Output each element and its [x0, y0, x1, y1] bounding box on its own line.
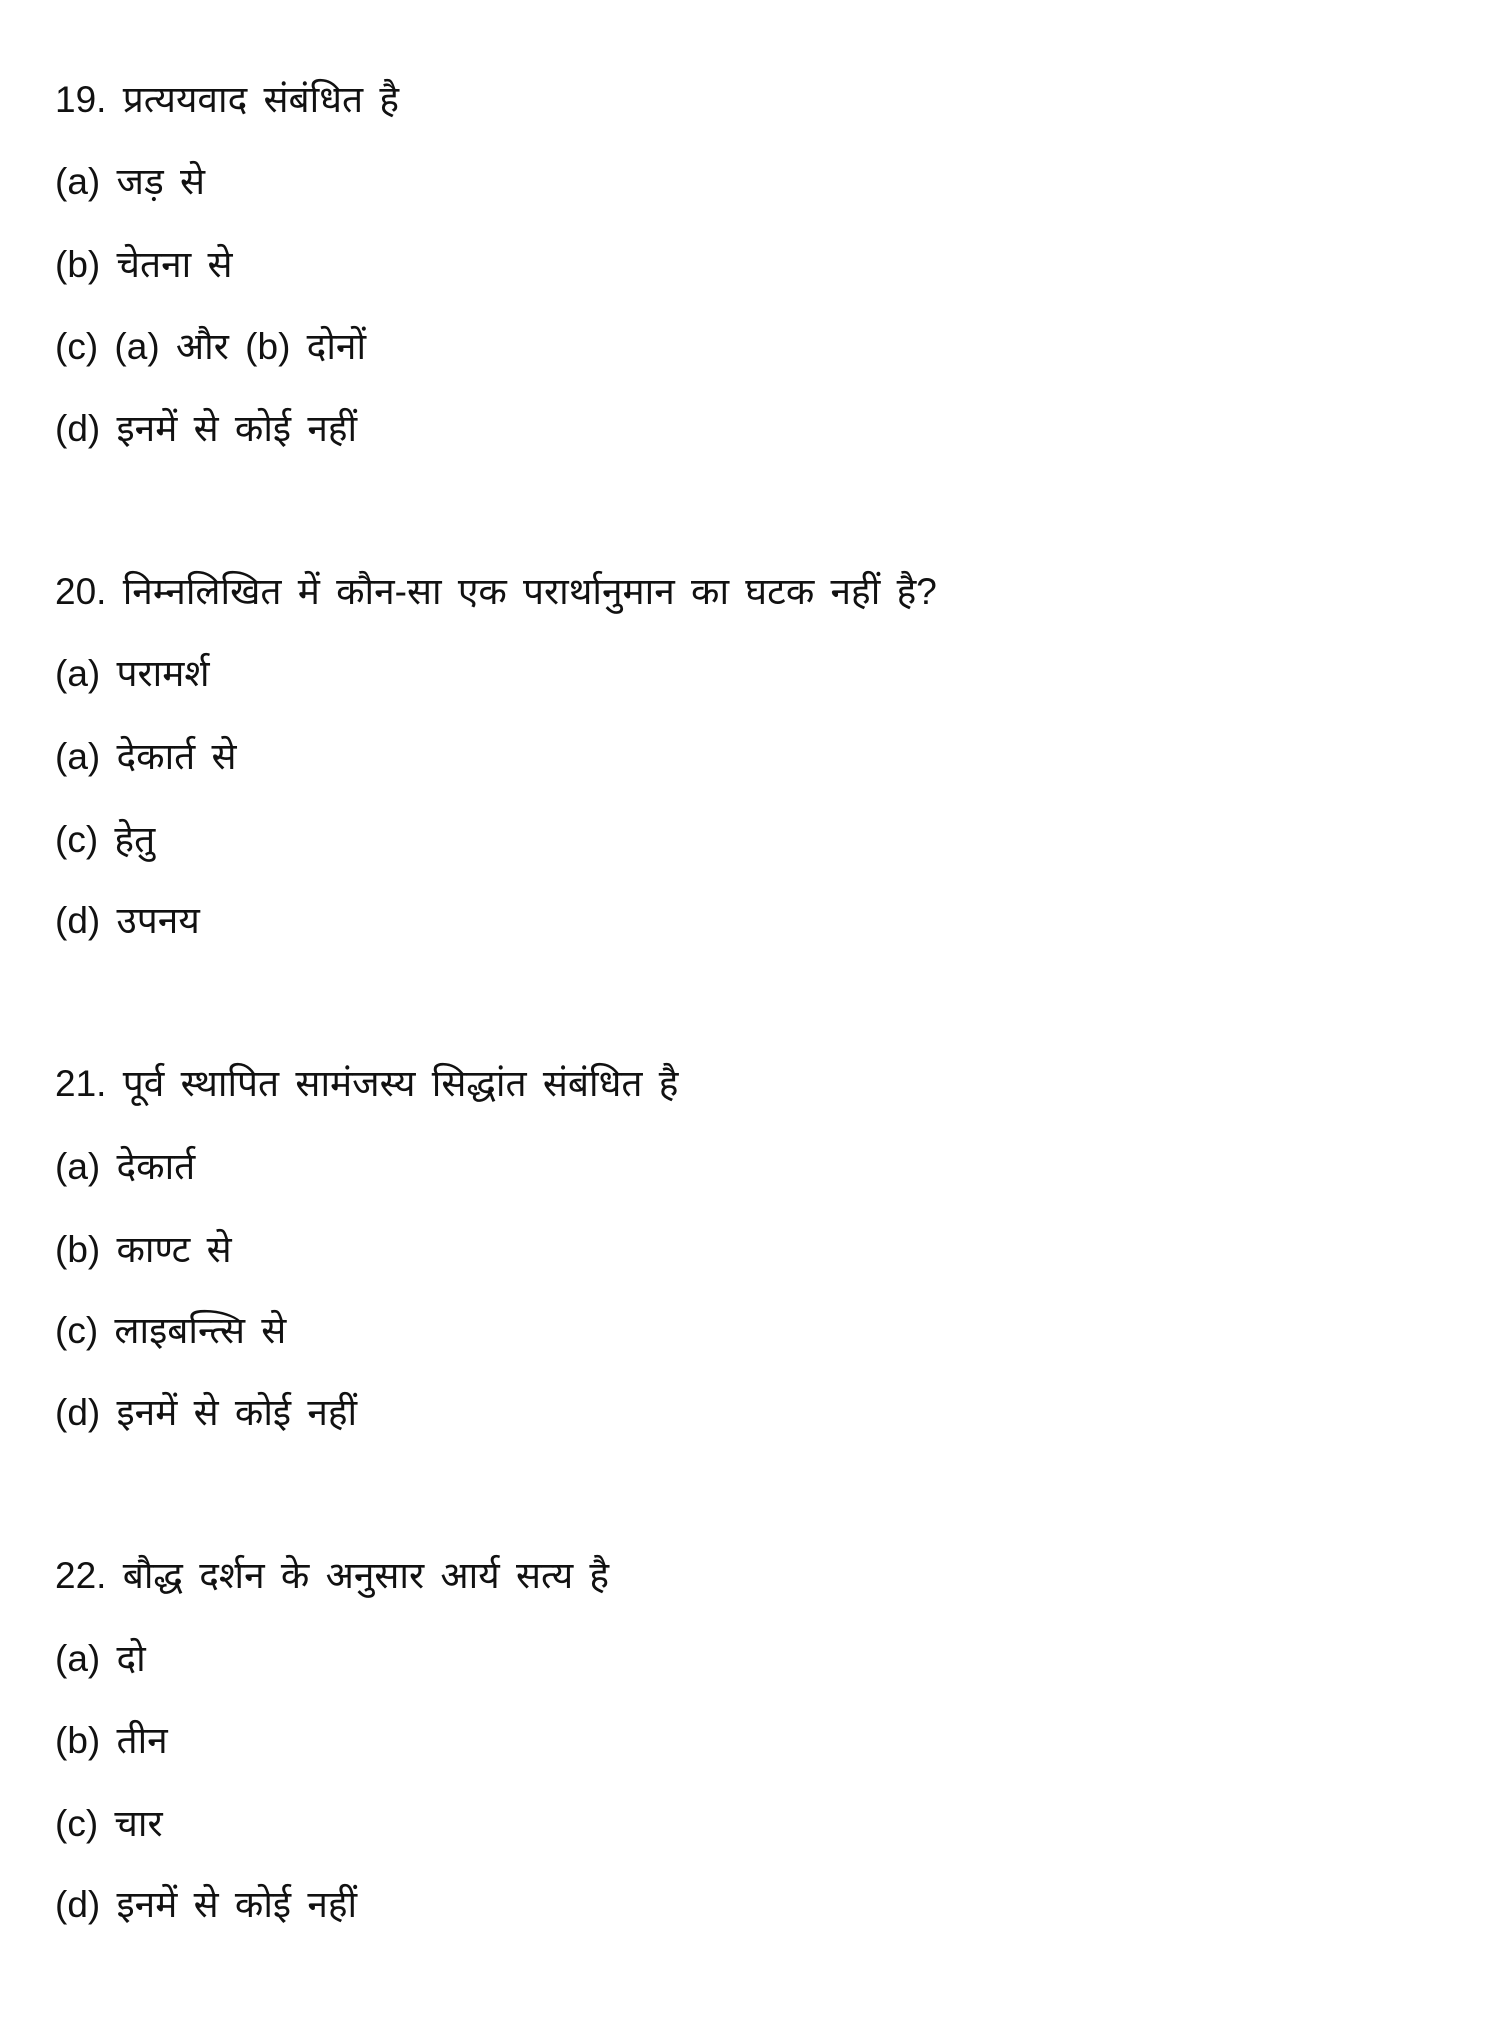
question-text: 20. निम्नलिखित में कौन-सा एक परार्थानुमान का घटक नहीं है?: [55, 571, 937, 612]
option: (c) लाइबन्त्सि से: [55, 1310, 287, 1351]
option: (d) इनमें से कोई नहीं: [55, 1884, 358, 1925]
option: (c) (a) और (b) दोनों: [55, 326, 367, 367]
question-text: 19. प्रत्ययवाद संबंधित है: [55, 79, 399, 120]
option: (a) परामर्श: [55, 653, 210, 694]
option: (a) जड़ से: [55, 161, 206, 202]
option: (d) इनमें से कोई नहीं: [55, 408, 358, 449]
option: (d) इनमें से कोई नहीं: [55, 1392, 358, 1433]
option: (c) हेतु: [55, 819, 156, 860]
option: (a) दो: [55, 1638, 146, 1679]
option: (b) चेतना से: [55, 244, 233, 285]
question-text: 22. बौद्ध दर्शन के अनुसार आर्य सत्य है: [55, 1555, 610, 1596]
option: (c) चार: [55, 1803, 163, 1844]
option: (d) उपनय: [55, 900, 200, 941]
option: (b) काण्ट से: [55, 1229, 232, 1270]
option: (b) तीन: [55, 1720, 168, 1761]
option: (a) देकार्त से: [55, 736, 237, 777]
question-text: 21. पूर्व स्थापित सामंजस्य सिद्धांत संबंधित है: [55, 1063, 679, 1104]
option: (a) देकार्त: [55, 1146, 196, 1187]
